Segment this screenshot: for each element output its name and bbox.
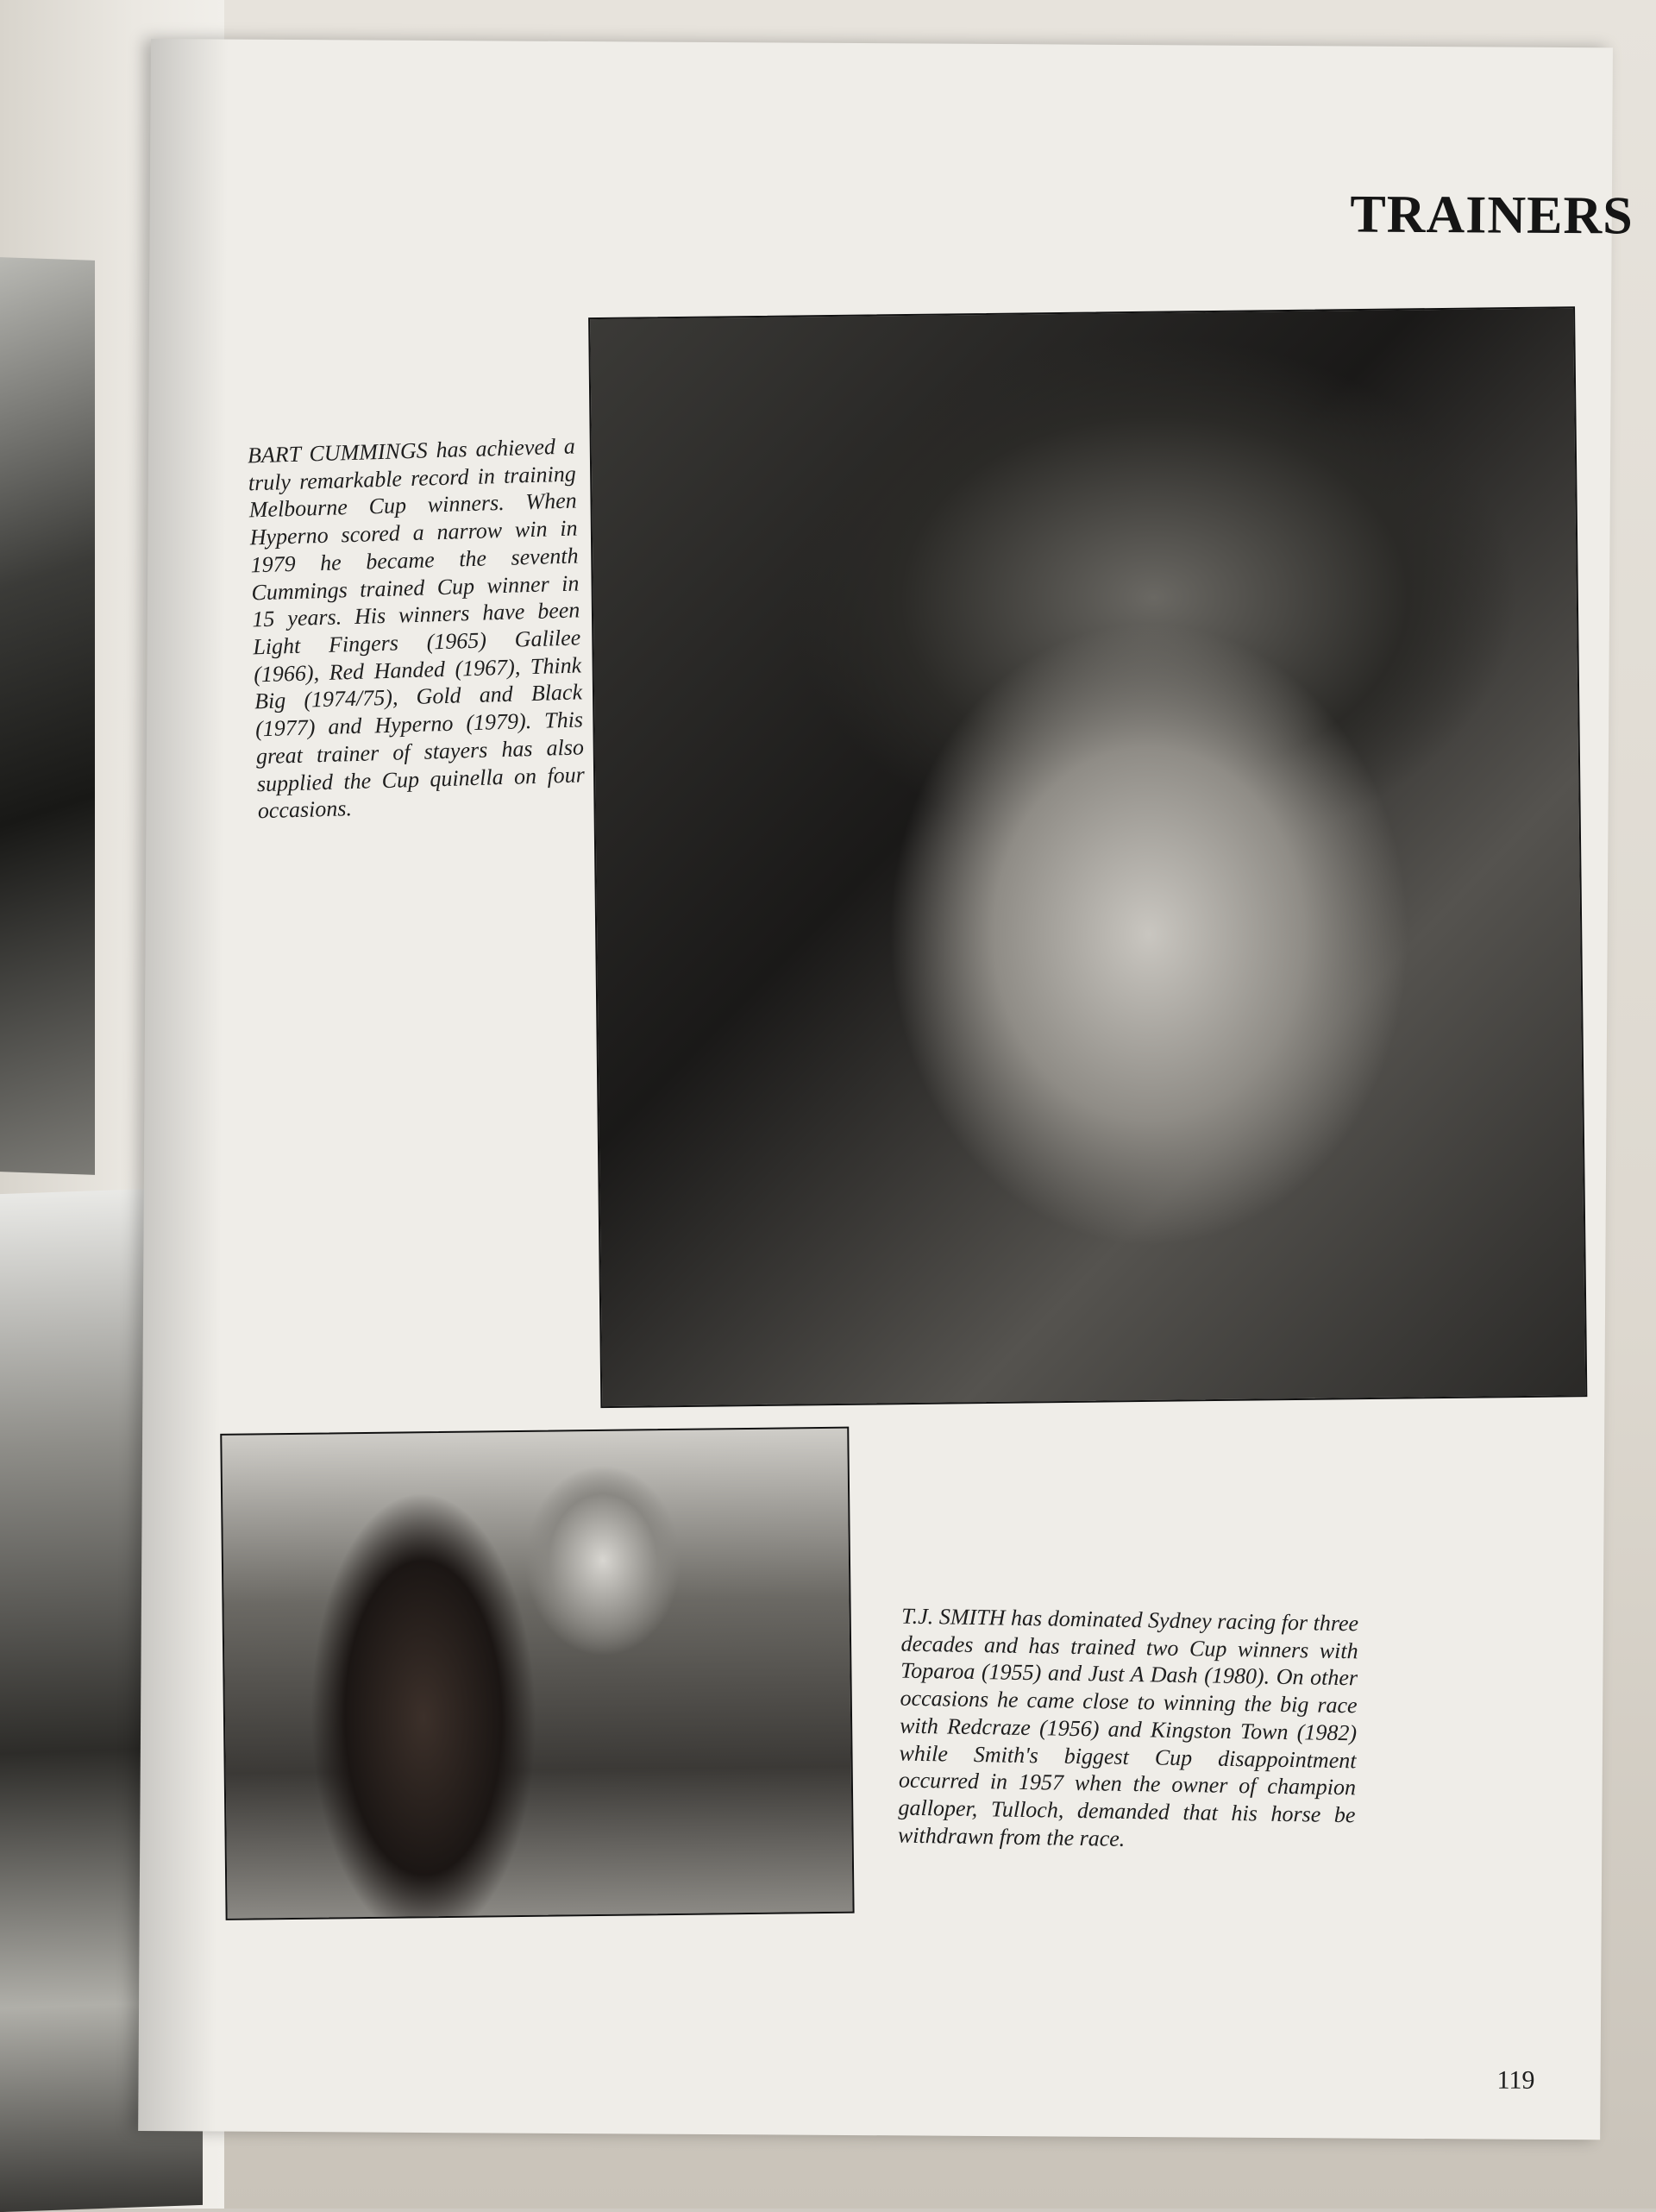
page-number: 119 [1496, 2065, 1535, 2095]
portrait-photo-bart-cummings [588, 306, 1587, 1408]
page-gutter-shadow [138, 39, 229, 2132]
photo-tj-smith-with-horse [220, 1427, 854, 1920]
caption-tj-smith: T.J. SMITH has dominated Sydney racing for three decades and has trained two Cup winners with Toparoa (1955) and Just A Dash (1980). On other occasions he came close to winning the big race with Redcraze (1956) and Kingston Town (1982) while Smith's biggest Cup disappointment occurred in 1957 when the owner of champion galloper, Tulloch, demanded that his horse be withdrawn from the race. [897, 1603, 1359, 1851]
book-page [138, 39, 1634, 2140]
page-heading: TRAINERS [1350, 185, 1634, 246]
left-page-photo-top [0, 257, 95, 1175]
caption-bart-cummings: BART CUMMINGS has achieved a truly remarkable record in training Melbourne Cup winners. When Hyperno scored a narrow win in 1979 he became the seventh Cummings trained Cup winner in 15 years. His winners have been Light Fingers (1965) Galilee (1966), Red Handed (1967), Think Big (1974/75), Gold and Black (1977) and Hyperno (1979). This great trainer of stayers has also supplied the Cup quinella on four occasions. [247, 433, 586, 824]
